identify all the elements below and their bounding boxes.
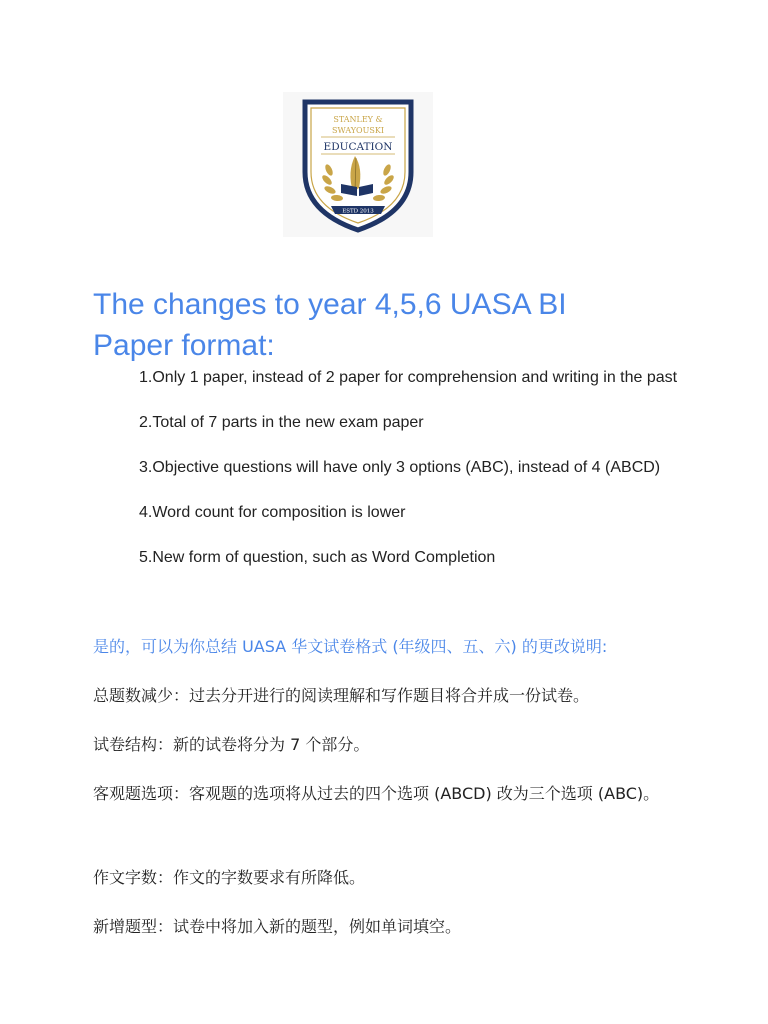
list-item: 2.Total of 7 parts in the new exam paper [139,414,424,431]
list-item: 4.Word count for composition is lower [139,504,406,521]
chinese-paragraph: 试卷结构：新的试卷将分为 7 个部分。 [93,735,370,754]
changes-list [139,367,684,592]
logo-text-line2: SWAYOUSKI [332,126,384,135]
chinese-paragraph: 新增题型：试卷中将加入新的题型，例如单词填空。 [93,917,462,936]
logo-estd: ESTD 2013 [342,208,374,215]
page-title: The changes to year 4,5,6 UASA BI Paper format: [93,288,567,362]
education-crest-logo [283,92,433,237]
list-item: 3.Objective questions will have only 3 options (ABC), instead of 4 (ABCD) [139,459,661,476]
chinese-paragraph: 作文字数：作文的字数要求有所降低。 [93,868,366,887]
chinese-intro: 是的，可以为你总结 UASA 华文试卷格式 (年级四、五、六) 的更改说明: [93,637,608,656]
chinese-paragraph: 客观题选项：客观题的选项将从过去的四个选项 (ABCD) 改为三个选项 (ABC)。 [93,784,660,803]
chinese-paragraph: 总题数减少：过去分开进行的阅读理解和写作题目将合并成一份试卷。 [93,686,590,705]
list-item: 1.Only 1 paper, instead of 2 paper for comprehension and writing in the past [139,369,678,386]
list-item: 5.New form of question, such as Word Completion [139,549,496,566]
logo [283,92,433,237]
logo-text-line1: STANLEY & [333,115,383,124]
logo-text-line3: EDUCATION [323,141,393,153]
